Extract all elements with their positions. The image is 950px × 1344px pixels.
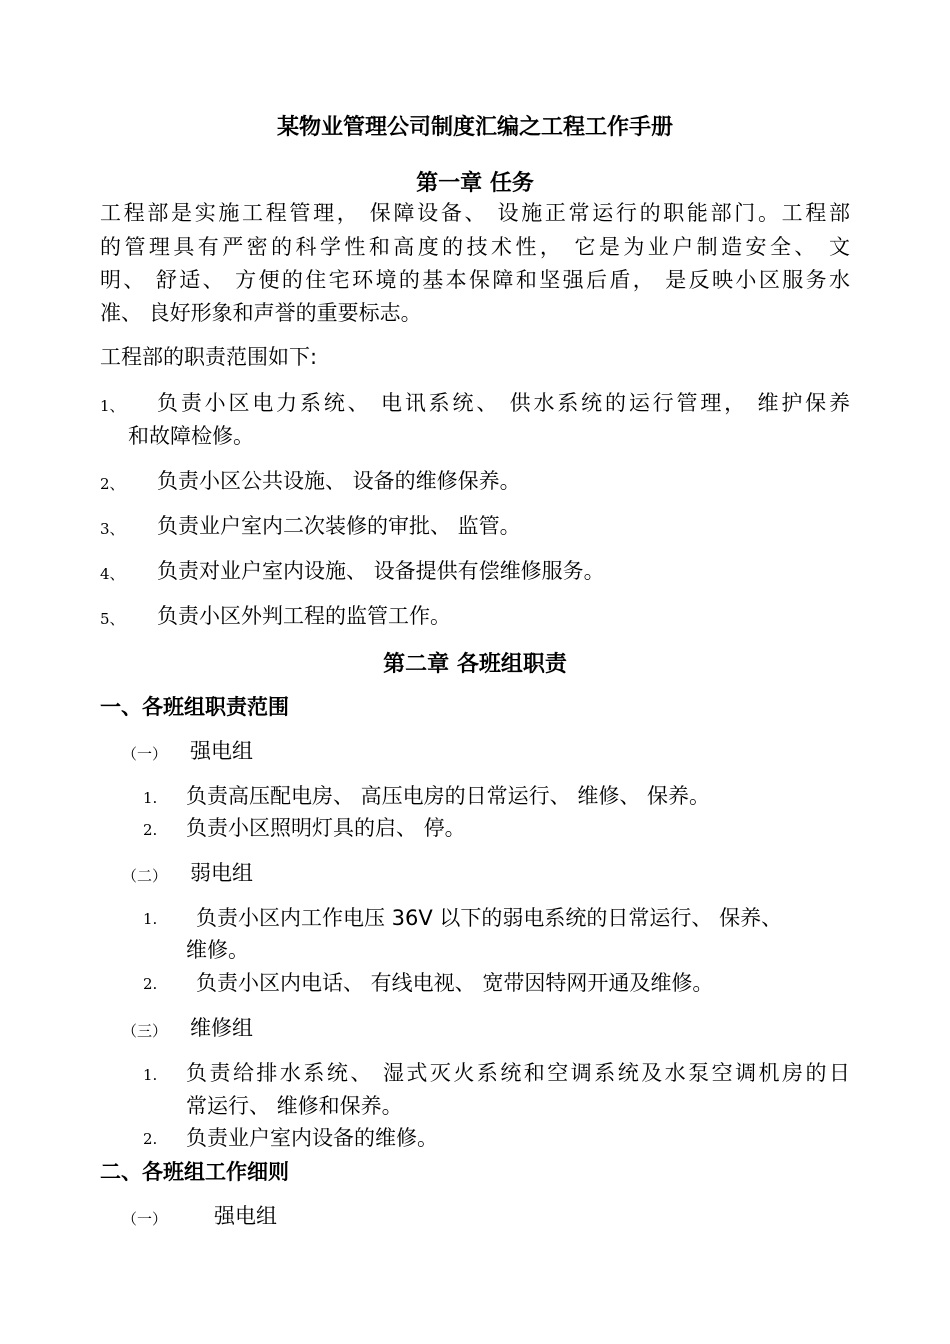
group-marker: （二） bbox=[122, 867, 168, 885]
item-text-continued: 常运行、 维修和保养。 bbox=[186, 1094, 403, 1118]
item-text-continued: 维修。 bbox=[186, 938, 249, 962]
item-number: 1. bbox=[143, 789, 158, 807]
item-number: 2. bbox=[143, 1130, 158, 1148]
chapter-1-title: 第一章 任务 bbox=[416, 171, 534, 196]
item-number: 1. bbox=[143, 1066, 158, 1084]
duty-number: 3、 bbox=[100, 520, 125, 538]
group-marker: （三） bbox=[122, 1022, 168, 1040]
duty-number: 2、 bbox=[100, 475, 125, 493]
section-title: 一、各班组职责范围 bbox=[100, 695, 289, 719]
item-number: 2. bbox=[143, 975, 158, 993]
group-marker: （一） bbox=[122, 1210, 168, 1228]
group-name: 强电组 bbox=[190, 739, 253, 763]
group-name: 维修组 bbox=[190, 1016, 253, 1040]
item-text: 负责业户室内设备的维修。 bbox=[186, 1126, 438, 1150]
chapter-1-intro-line: 明、 舒适、 方便的住宅环境的基本保障和坚强后盾， 是反映小区服务水 bbox=[100, 268, 850, 292]
chapter-1-intro-line: 的管理具有严密的科学性和高度的技术性， 它是为业户制造安全、 文 bbox=[100, 235, 850, 259]
scope-heading: 工程部的职责范围如下: bbox=[100, 345, 318, 369]
duty-number: 4、 bbox=[100, 565, 125, 583]
item-number: 1. bbox=[143, 910, 158, 928]
duty-text: 负责小区外判工程的监管工作。 bbox=[157, 604, 451, 628]
chapter-1-intro-line: 准、 良好形象和声誉的重要标志。 bbox=[100, 301, 422, 325]
group-name: 强电组 bbox=[214, 1204, 277, 1228]
item-text: 负责给排水系统、 湿式灭火系统和空调系统及水泵空调机房的日 bbox=[186, 1061, 850, 1085]
group-marker: （一） bbox=[122, 745, 168, 763]
duty-text: 负责小区公共设施、 设备的维修保养。 bbox=[157, 469, 521, 493]
group-name: 弱电组 bbox=[190, 861, 253, 885]
duty-text-continued: 和故障检修。 bbox=[128, 424, 254, 448]
item-text: 负责小区照明灯具的启、 停。 bbox=[186, 816, 466, 840]
item-number: 2. bbox=[143, 821, 158, 839]
duty-number: 1、 bbox=[100, 397, 125, 415]
chapter-2-title: 第二章 各班组职责 bbox=[383, 652, 567, 677]
duty-text: 负责小区电力系统、 电讯系统、 供水系统的运行管理， 维护保养 bbox=[157, 391, 850, 415]
item-text: 负责高压配电房、 高压电房的日常运行、 维修、 保养。 bbox=[186, 784, 711, 808]
duty-text: 负责业户室内二次装修的审批、 监管。 bbox=[157, 514, 521, 538]
item-text: 负责小区内工作电压 36V 以下的弱电系统的日常运行、 保养、 bbox=[196, 906, 783, 930]
duty-text: 负责对业户室内设施、 设备提供有偿维修服务。 bbox=[157, 559, 605, 583]
item-text: 负责小区内电话、 有线电视、 宽带因特网开通及维修。 bbox=[196, 971, 714, 995]
document-title: 某物业管理公司制度汇编之工程工作手册 bbox=[276, 115, 673, 140]
chapter-1-intro-line: 工程部是实施工程管理， 保障设备、 设施正常运行的职能部门。工程部 bbox=[100, 201, 850, 225]
duty-number: 5、 bbox=[100, 610, 125, 628]
section-title: 二、各班组工作细则 bbox=[100, 1160, 289, 1184]
